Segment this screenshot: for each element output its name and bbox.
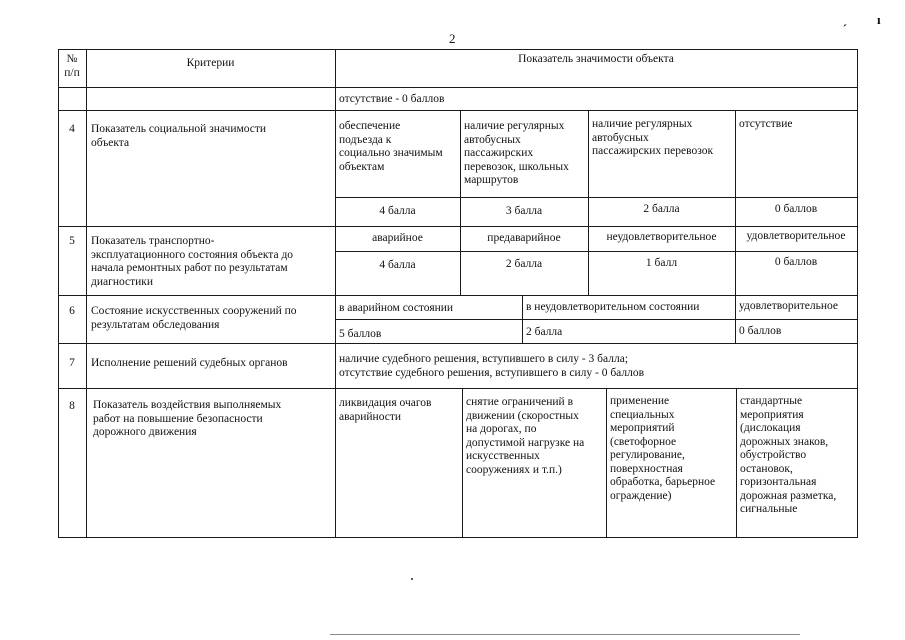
row6-option-2: в неудовлетворительном состоянии (526, 301, 700, 313)
row5-score-1: 4 балла (379, 259, 416, 271)
row5-option-2: предаварийное (487, 232, 561, 244)
header-indicator: Показатель значимости объекта (518, 53, 674, 65)
row6-score-3: 0 баллов (739, 325, 782, 337)
row5-score-4: 0 баллов (774, 256, 818, 268)
row5-score-3: 1 балл (645, 257, 678, 269)
row8-option-3: применение специальных мероприятий (светофорное регулирование, поверхностная обработка, барьерное ограждение) (610, 395, 716, 502)
row6-score-2: 2 балла (526, 326, 563, 338)
row5-option-3: неудовлетворительное (606, 231, 717, 243)
row4-score-4: 0 баллов (774, 203, 818, 215)
row6-num: 6 (69, 305, 75, 317)
row8-num: 8 (69, 400, 75, 412)
scan-mark: ˏ (843, 12, 848, 27)
row5-num: 5 (69, 235, 75, 247)
header-criteria: Критерии (186, 57, 235, 69)
row8-option-1: ликвидация очагов аварийности (339, 397, 432, 423)
row7-criterion: Исполнение решений судебных органов (91, 357, 288, 369)
row4-num: 4 (69, 123, 75, 135)
row4-option-3: наличие регулярных автобусных пассажирских перевозок (592, 118, 714, 157)
row4-score-2: 3 балла (505, 205, 543, 217)
row6-score-1: 5 баллов (339, 328, 382, 340)
row5-score-2: 2 балла (505, 258, 543, 270)
row4-criterion: Показатель социальной значимости объекта (91, 123, 267, 149)
row4-score-3: 2 балла (643, 203, 680, 215)
row8-criterion: Показатель воздействия выполняемых работ на повышение безопасности дорожного движения (93, 399, 282, 438)
row7-num: 7 (69, 357, 75, 369)
row7-text: наличие судебного решения, вступившего в силу - 3 балла; отсутствие судебного решения, вступившего в силу - 0 баллов (339, 353, 645, 379)
continuation-text: отсутствие - 0 баллов (339, 93, 445, 105)
row5-option-4: удовлетворительное (746, 230, 846, 242)
scan-mark: ı (877, 12, 881, 27)
row4-option-2: наличие регулярных автобусных пассажирских перевозок, школьных маршрутов (464, 120, 569, 186)
row6-option-1: в аварийном состоянии (339, 302, 454, 314)
row8-option-4: стандартные мероприятия (дислокация дорожных знаков, обустройство остановок, горизонтальная дорожная разметка, сигнальные (740, 395, 837, 515)
row4-score-1: 4 балла (379, 205, 416, 217)
page-number: 2 (449, 31, 456, 46)
row5-criterion: Показатель транспортно- эксплуатационного состояния объекта до начала ремонтных работ по результатам диагностики (91, 235, 294, 288)
row8-option-2: снятие ограничений в движении (скоростных на дорогах, по допустимой нагрузке на искусственных сооружениях и т.п.) (466, 396, 585, 476)
row6-option-3: удовлетворительное (739, 300, 839, 312)
header-num: № п/п (64, 53, 80, 79)
row4-option-1: обеспечение подъезда к социально значимым объектам (339, 120, 443, 173)
row6-criterion: Состояние искусственных сооружений по результатам обследования (91, 305, 297, 331)
row4-option-4: отсутствие (739, 118, 793, 130)
row5-option-1: аварийное (372, 232, 423, 244)
